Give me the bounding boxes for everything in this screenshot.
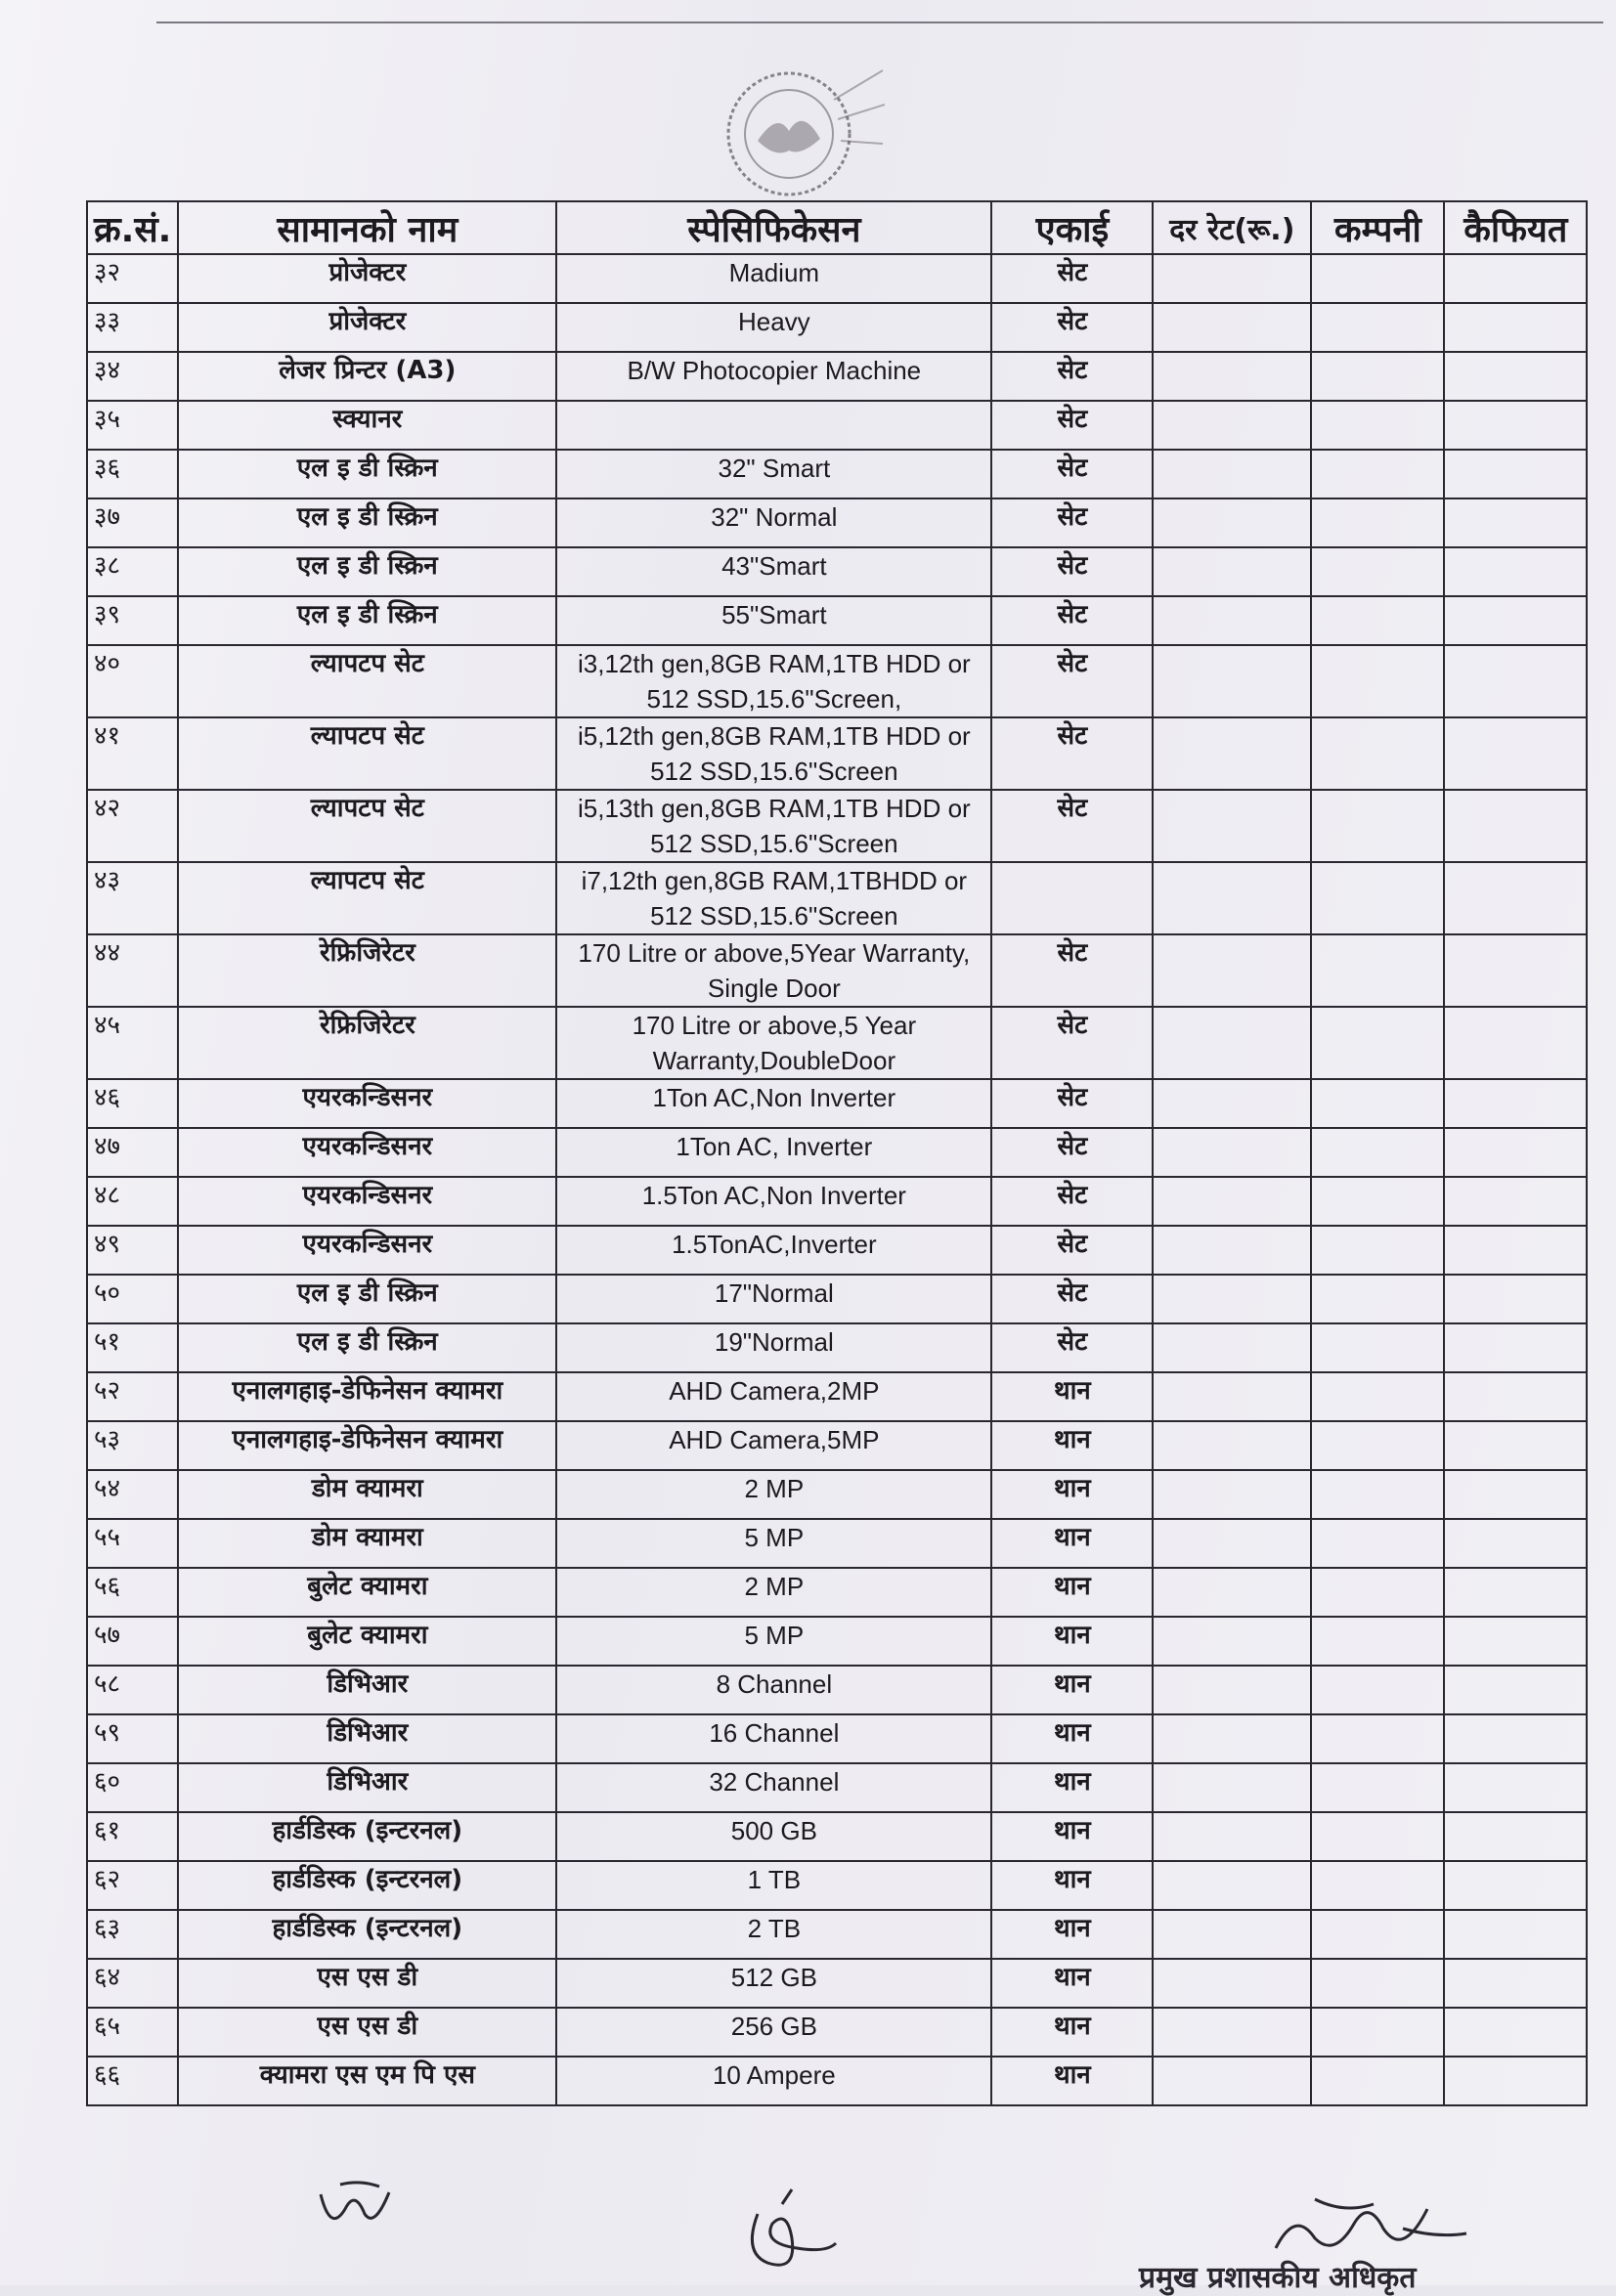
row-rate-cell <box>1153 1519 1311 1568</box>
table-row <box>87 1910 1587 1959</box>
row-company-cell <box>1311 790 1444 862</box>
row-serial-number: ६२ <box>87 1861 178 1910</box>
table-row <box>87 1177 1587 1226</box>
row-remarks-cell <box>1444 401 1587 450</box>
row-serial-number: ६६ <box>87 2057 178 2105</box>
row-unit: थान <box>991 1763 1153 1812</box>
table-row <box>87 498 1587 547</box>
row-remarks-cell <box>1444 450 1587 498</box>
row-unit: थान <box>991 1812 1153 1861</box>
row-rate-cell <box>1153 1812 1311 1861</box>
row-item-name: डिभिआर <box>178 1666 556 1714</box>
row-item-name: एनालगहाइ-डेफिनेसन क्यामरा <box>178 1421 556 1470</box>
row-unit: थान <box>991 1910 1153 1959</box>
row-company-cell <box>1311 934 1444 1007</box>
row-remarks-cell <box>1444 2057 1587 2105</box>
row-unit: सेट <box>991 596 1153 645</box>
row-company-cell <box>1311 1812 1444 1861</box>
row-company-cell <box>1311 303 1444 352</box>
row-remarks-cell <box>1444 596 1587 645</box>
row-serial-number: ३३ <box>87 303 178 352</box>
table-row <box>87 1714 1587 1763</box>
row-serial-number: ५७ <box>87 1617 178 1666</box>
row-item-name: ल्यापटप सेट <box>178 790 556 862</box>
row-remarks-cell <box>1444 1910 1587 1959</box>
table-row <box>87 1617 1587 1666</box>
table-row <box>87 352 1587 401</box>
row-rate-cell <box>1153 1226 1311 1275</box>
row-specification: i5,12th gen,8GB RAM,1TB HDD or 512 SSD,15.6"Screen <box>556 717 991 790</box>
row-company-cell <box>1311 352 1444 401</box>
row-unit: सेट <box>991 1007 1153 1079</box>
row-rate-cell <box>1153 1714 1311 1763</box>
row-unit: थान <box>991 1666 1153 1714</box>
row-item-name: एल इ डी स्क्रिन <box>178 596 556 645</box>
row-rate-cell <box>1153 1275 1311 1323</box>
row-rate-cell <box>1153 1959 1311 2008</box>
table-row <box>87 1226 1587 1275</box>
row-unit: थान <box>991 1568 1153 1617</box>
row-serial-number: ३६ <box>87 450 178 498</box>
row-serial-number: ६३ <box>87 1910 178 1959</box>
row-specification: i3,12th gen,8GB RAM,1TB HDD or 512 SSD,15.6"Screen, <box>556 645 991 717</box>
row-company-cell <box>1311 1617 1444 1666</box>
table-row <box>87 1812 1587 1861</box>
row-item-name: क्यामरा एस एम पि एस <box>178 2057 556 2105</box>
row-company-cell <box>1311 1372 1444 1421</box>
table-row <box>87 1519 1587 1568</box>
row-specification: AHD Camera,5MP <box>556 1421 991 1470</box>
table-row <box>87 254 1587 303</box>
row-rate-cell <box>1153 1323 1311 1372</box>
header-item-name: सामानको नाम <box>178 201 556 254</box>
row-rate-cell <box>1153 2008 1311 2057</box>
table-row <box>87 1079 1587 1128</box>
row-serial-number: ५० <box>87 1275 178 1323</box>
row-company-cell <box>1311 1470 1444 1519</box>
row-remarks-cell <box>1444 717 1587 790</box>
row-company-cell <box>1311 1861 1444 1910</box>
row-item-name: प्रोजेक्टर <box>178 254 556 303</box>
row-item-name: एयरकन्डिसनर <box>178 1079 556 1128</box>
row-serial-number: ४६ <box>87 1079 178 1128</box>
row-item-name: लेजर प्रिन्टर (A3) <box>178 352 556 401</box>
row-serial-number: ५१ <box>87 1323 178 1372</box>
row-item-name: हार्डडिस्क (इन्टरनल) <box>178 1812 556 1861</box>
table-row <box>87 401 1587 450</box>
row-remarks-cell <box>1444 1079 1587 1128</box>
row-item-name: एनालगहाइ-डेफिनेसन क्यामरा <box>178 1372 556 1421</box>
row-specification: B/W Photocopier Machine <box>556 352 991 401</box>
row-specification: Heavy <box>556 303 991 352</box>
row-item-name: हार्डडिस्क (इन्टरनल) <box>178 1910 556 1959</box>
row-company-cell <box>1311 1323 1444 1372</box>
row-item-name: एयरकन्डिसनर <box>178 1177 556 1226</box>
row-rate-cell <box>1153 547 1311 596</box>
row-serial-number: ३५ <box>87 401 178 450</box>
table-row <box>87 1763 1587 1812</box>
row-company-cell <box>1311 2057 1444 2105</box>
row-company-cell <box>1311 254 1444 303</box>
row-item-name: एयरकन्डिसनर <box>178 1226 556 1275</box>
row-serial-number: ६५ <box>87 2008 178 2057</box>
row-company-cell <box>1311 1007 1444 1079</box>
row-specification: Madium <box>556 254 991 303</box>
row-remarks-cell <box>1444 1812 1587 1861</box>
header-specification: स्पेसिफिकेसन <box>556 201 991 254</box>
row-item-name: स्क्यानर <box>178 401 556 450</box>
row-specification <box>556 401 991 450</box>
row-remarks-cell <box>1444 352 1587 401</box>
row-specification: 512 GB <box>556 1959 991 2008</box>
row-rate-cell <box>1153 1617 1311 1666</box>
row-rate-cell <box>1153 1177 1311 1226</box>
row-serial-number: ३७ <box>87 498 178 547</box>
row-remarks-cell <box>1444 1763 1587 1812</box>
row-remarks-cell <box>1444 1323 1587 1372</box>
header-company: कम्पनी <box>1311 201 1444 254</box>
row-remarks-cell <box>1444 1177 1587 1226</box>
row-serial-number: ४४ <box>87 934 178 1007</box>
table-row <box>87 1372 1587 1421</box>
header-serial-number: क्र.सं. <box>87 201 178 254</box>
row-specification: 5 MP <box>556 1519 991 1568</box>
row-serial-number: ३४ <box>87 352 178 401</box>
row-remarks-cell <box>1444 1959 1587 2008</box>
row-item-name: ल्यापटप सेट <box>178 862 556 934</box>
table-row <box>87 1323 1587 1372</box>
row-unit: थान <box>991 1470 1153 1519</box>
row-item-name: एल इ डी स्क्रिन <box>178 450 556 498</box>
row-item-name: एयरकन्डिसनर <box>178 1128 556 1177</box>
row-company-cell <box>1311 498 1444 547</box>
price-quotation-table <box>86 200 1588 2106</box>
table-row <box>87 2008 1587 2057</box>
row-unit: थान <box>991 1519 1153 1568</box>
row-item-name: डिभिआर <box>178 1763 556 1812</box>
row-unit: सेट <box>991 645 1153 717</box>
row-unit: थान <box>991 1372 1153 1421</box>
row-remarks-cell <box>1444 1226 1587 1275</box>
row-company-cell <box>1311 1763 1444 1812</box>
row-specification: 17"Normal <box>556 1275 991 1323</box>
header-rate: दर रेट(रू.) <box>1153 201 1311 254</box>
row-specification: 55"Smart <box>556 596 991 645</box>
row-remarks-cell <box>1444 645 1587 717</box>
row-serial-number: ६४ <box>87 1959 178 2008</box>
row-specification: 32 Channel <box>556 1763 991 1812</box>
row-remarks-cell <box>1444 254 1587 303</box>
row-item-name: ल्यापटप सेट <box>178 717 556 790</box>
row-rate-cell <box>1153 1470 1311 1519</box>
table-row <box>87 1275 1587 1323</box>
row-item-name: ल्यापटप सेट <box>178 645 556 717</box>
row-item-name: एल इ डी स्क्रिन <box>178 547 556 596</box>
table-row <box>87 1128 1587 1177</box>
row-unit: सेट <box>991 717 1153 790</box>
row-unit <box>991 862 1153 934</box>
row-item-name: हार्डडिस्क (इन्टरनल) <box>178 1861 556 1910</box>
row-remarks-cell <box>1444 862 1587 934</box>
row-remarks-cell <box>1444 1007 1587 1079</box>
row-rate-cell <box>1153 934 1311 1007</box>
row-company-cell <box>1311 645 1444 717</box>
row-serial-number: ३२ <box>87 254 178 303</box>
row-serial-number: ६१ <box>87 1812 178 1861</box>
row-rate-cell <box>1153 717 1311 790</box>
row-remarks-cell <box>1444 1128 1587 1177</box>
row-unit: थान <box>991 1617 1153 1666</box>
row-rate-cell <box>1153 450 1311 498</box>
row-unit: सेट <box>991 450 1153 498</box>
row-company-cell <box>1311 1714 1444 1763</box>
row-serial-number: ३९ <box>87 596 178 645</box>
row-unit: सेट <box>991 303 1153 352</box>
row-unit: सेट <box>991 1128 1153 1177</box>
row-unit: सेट <box>991 401 1153 450</box>
row-unit: सेट <box>991 352 1153 401</box>
row-specification: 1Ton AC, Inverter <box>556 1128 991 1177</box>
row-company-cell <box>1311 1421 1444 1470</box>
signature-middle <box>738 2185 846 2277</box>
row-company-cell <box>1311 450 1444 498</box>
row-company-cell <box>1311 1177 1444 1226</box>
row-specification: 2 TB <box>556 1910 991 1959</box>
row-serial-number: ४३ <box>87 862 178 934</box>
row-serial-number: ५५ <box>87 1519 178 1568</box>
row-company-cell <box>1311 1226 1444 1275</box>
row-unit: सेट <box>991 1226 1153 1275</box>
row-unit: सेट <box>991 934 1153 1007</box>
row-rate-cell <box>1153 790 1311 862</box>
row-serial-number: ४७ <box>87 1128 178 1177</box>
row-company-cell <box>1311 717 1444 790</box>
row-specification: 1 TB <box>556 1861 991 1910</box>
row-specification: 16 Channel <box>556 1714 991 1763</box>
row-specification: 1.5TonAC,Inverter <box>556 1226 991 1275</box>
row-specification: 2 MP <box>556 1470 991 1519</box>
row-rate-cell <box>1153 1079 1311 1128</box>
row-item-name: रेफ्रिजिरेटर <box>178 1007 556 1079</box>
row-rate-cell <box>1153 2057 1311 2105</box>
row-company-cell <box>1311 1079 1444 1128</box>
row-remarks-cell <box>1444 1470 1587 1519</box>
row-item-name: रेफ्रिजिरेटर <box>178 934 556 1007</box>
row-specification: 19"Normal <box>556 1323 991 1372</box>
row-company-cell <box>1311 596 1444 645</box>
row-item-name: एल इ डी स्क्रिन <box>178 498 556 547</box>
row-item-name: प्रोजेक्टर <box>178 303 556 352</box>
row-rate-cell <box>1153 1421 1311 1470</box>
row-unit: थान <box>991 1861 1153 1910</box>
row-rate-cell <box>1153 1372 1311 1421</box>
row-company-cell <box>1311 1666 1444 1714</box>
row-unit: थान <box>991 1959 1153 2008</box>
row-company-cell <box>1311 2008 1444 2057</box>
signature-left <box>311 2175 409 2243</box>
row-specification: 32" Smart <box>556 450 991 498</box>
row-serial-number: ५४ <box>87 1470 178 1519</box>
row-rate-cell <box>1153 303 1311 352</box>
row-remarks-cell <box>1444 1617 1587 1666</box>
row-remarks-cell <box>1444 498 1587 547</box>
row-remarks-cell <box>1444 1275 1587 1323</box>
row-rate-cell <box>1153 1568 1311 1617</box>
row-unit: सेट <box>991 1323 1153 1372</box>
row-item-name: डोम क्यामरा <box>178 1470 556 1519</box>
row-rate-cell <box>1153 1666 1311 1714</box>
row-serial-number: ४८ <box>87 1177 178 1226</box>
row-rate-cell <box>1153 352 1311 401</box>
row-rate-cell <box>1153 1861 1311 1910</box>
row-rate-cell <box>1153 1763 1311 1812</box>
table-row <box>87 1568 1587 1617</box>
row-rate-cell <box>1153 498 1311 547</box>
table-row <box>87 862 1587 934</box>
table-row <box>87 1007 1587 1079</box>
row-specification: 1.5Ton AC,Non Inverter <box>556 1177 991 1226</box>
table-row <box>87 790 1587 862</box>
row-specification: 8 Channel <box>556 1666 991 1714</box>
row-item-name: बुलेट क्यामरा <box>178 1568 556 1617</box>
row-serial-number: ५९ <box>87 1714 178 1763</box>
row-specification: 10 Ampere <box>556 2057 991 2105</box>
table-header-row <box>87 201 1587 254</box>
row-company-cell <box>1311 1959 1444 2008</box>
row-company-cell <box>1311 1568 1444 1617</box>
row-unit: थान <box>991 2057 1153 2105</box>
row-company-cell <box>1311 862 1444 934</box>
office-seal <box>719 61 885 207</box>
table-body <box>87 254 1587 2105</box>
table-row <box>87 2057 1587 2105</box>
top-rule <box>156 22 1603 23</box>
row-serial-number: ४० <box>87 645 178 717</box>
row-serial-number: ५३ <box>87 1421 178 1470</box>
row-specification: 32" Normal <box>556 498 991 547</box>
row-item-name: बुलेट क्यामरा <box>178 1617 556 1666</box>
row-remarks-cell <box>1444 1861 1587 1910</box>
row-remarks-cell <box>1444 1519 1587 1568</box>
row-remarks-cell <box>1444 1421 1587 1470</box>
table-row <box>87 1470 1587 1519</box>
row-specification: 1Ton AC,Non Inverter <box>556 1079 991 1128</box>
table-row <box>87 1861 1587 1910</box>
row-specification: 5 MP <box>556 1617 991 1666</box>
row-specification: i5,13th gen,8GB RAM,1TB HDD or 512 SSD,15.6"Screen <box>556 790 991 862</box>
row-serial-number: ५६ <box>87 1568 178 1617</box>
row-unit: सेट <box>991 547 1153 596</box>
row-specification: 500 GB <box>556 1812 991 1861</box>
row-remarks-cell <box>1444 303 1587 352</box>
table-row <box>87 645 1587 717</box>
row-specification: AHD Camera,2MP <box>556 1372 991 1421</box>
row-rate-cell <box>1153 401 1311 450</box>
row-rate-cell <box>1153 862 1311 934</box>
row-serial-number: ४२ <box>87 790 178 862</box>
row-rate-cell <box>1153 596 1311 645</box>
row-unit: थान <box>991 2008 1153 2057</box>
row-item-name: डिभिआर <box>178 1714 556 1763</box>
row-remarks-cell <box>1444 790 1587 862</box>
row-specification: 170 Litre or above,5 Year Warranty,DoubleDoor <box>556 1007 991 1079</box>
row-rate-cell <box>1153 254 1311 303</box>
table-row <box>87 1421 1587 1470</box>
row-item-name: एल इ डी स्क्रिन <box>178 1323 556 1372</box>
row-specification: 43"Smart <box>556 547 991 596</box>
row-company-cell <box>1311 1519 1444 1568</box>
row-unit: सेट <box>991 498 1153 547</box>
row-serial-number: ५८ <box>87 1666 178 1714</box>
row-company-cell <box>1311 1275 1444 1323</box>
table-row <box>87 717 1587 790</box>
header-remarks: कैफियत <box>1444 201 1587 254</box>
row-rate-cell <box>1153 645 1311 717</box>
row-serial-number: ४९ <box>87 1226 178 1275</box>
row-remarks-cell <box>1444 1568 1587 1617</box>
table-row <box>87 596 1587 645</box>
row-remarks-cell <box>1444 1372 1587 1421</box>
table-row <box>87 1959 1587 2008</box>
row-item-name: एस एस डी <box>178 1959 556 2008</box>
row-remarks-cell <box>1444 2008 1587 2057</box>
row-item-name: डोम क्यामरा <box>178 1519 556 1568</box>
row-company-cell <box>1311 1910 1444 1959</box>
row-serial-number: ४१ <box>87 717 178 790</box>
row-specification: 170 Litre or above,5Year Warranty, Single Door <box>556 934 991 1007</box>
table-row <box>87 1666 1587 1714</box>
row-serial-number: ३८ <box>87 547 178 596</box>
row-item-name: एल इ डी स्क्रिन <box>178 1275 556 1323</box>
row-serial-number: ६० <box>87 1763 178 1812</box>
footer-designation: प्रमुख प्रशासकीय अधिकृत <box>1139 2261 1417 2295</box>
row-unit: थान <box>991 1714 1153 1763</box>
row-company-cell <box>1311 1128 1444 1177</box>
table-row <box>87 450 1587 498</box>
row-unit: सेट <box>991 1177 1153 1226</box>
row-remarks-cell <box>1444 1714 1587 1763</box>
table-row <box>87 303 1587 352</box>
row-unit: सेट <box>991 1079 1153 1128</box>
row-rate-cell <box>1153 1007 1311 1079</box>
row-unit: सेट <box>991 254 1153 303</box>
row-remarks-cell <box>1444 934 1587 1007</box>
row-specification: i7,12th gen,8GB RAM,1TBHDD or 512 SSD,15.6"Screen <box>556 862 991 934</box>
row-serial-number: ५२ <box>87 1372 178 1421</box>
header-unit: एकाई <box>991 201 1153 254</box>
row-remarks-cell <box>1444 547 1587 596</box>
row-specification: 2 MP <box>556 1568 991 1617</box>
row-rate-cell <box>1153 1910 1311 1959</box>
row-unit: थान <box>991 1421 1153 1470</box>
row-specification: 256 GB <box>556 2008 991 2057</box>
row-remarks-cell <box>1444 1666 1587 1714</box>
table-row <box>87 934 1587 1007</box>
row-unit: सेट <box>991 790 1153 862</box>
row-company-cell <box>1311 401 1444 450</box>
row-company-cell <box>1311 547 1444 596</box>
row-serial-number: ४५ <box>87 1007 178 1079</box>
table-row <box>87 547 1587 596</box>
row-item-name: एस एस डी <box>178 2008 556 2057</box>
row-unit: सेट <box>991 1275 1153 1323</box>
row-rate-cell <box>1153 1128 1311 1177</box>
